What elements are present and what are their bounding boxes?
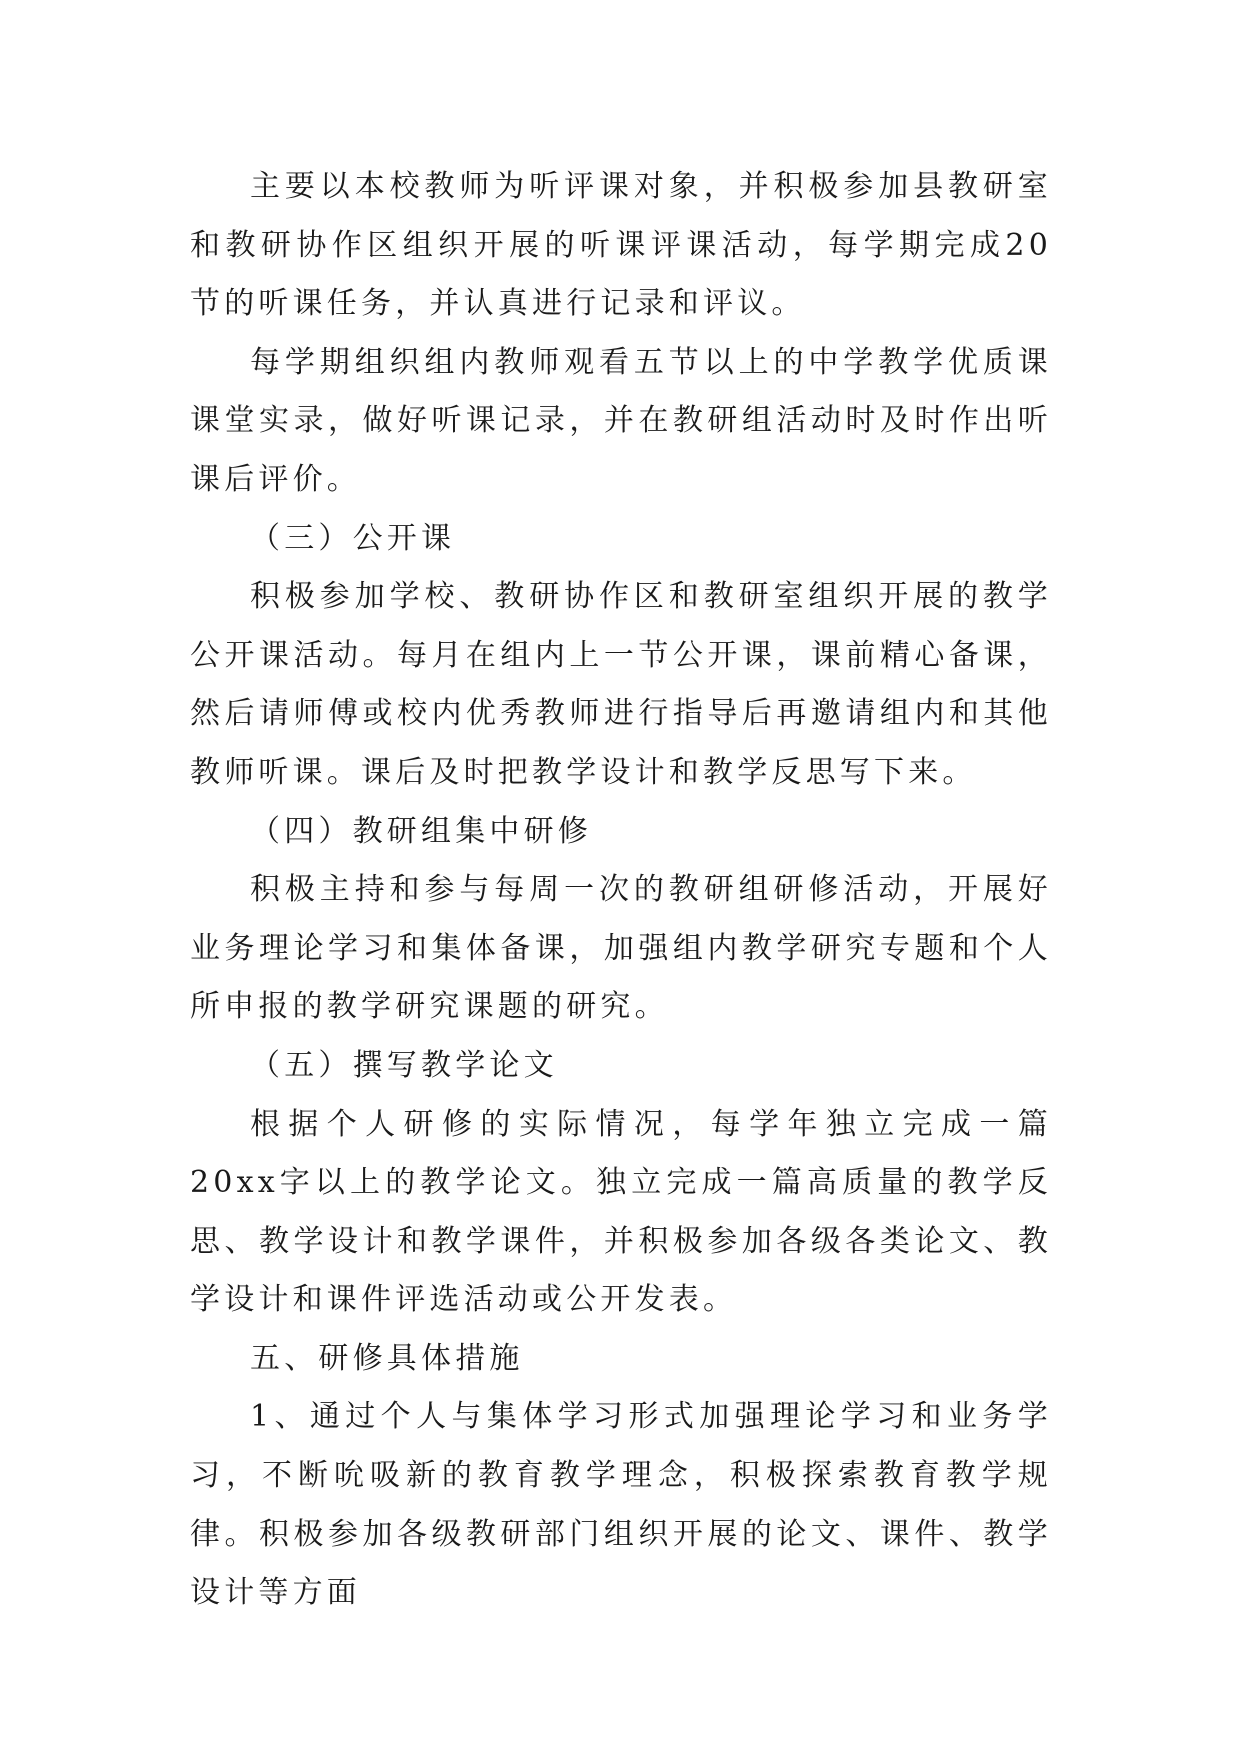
heading-group-study: （四）教研组集中研修 bbox=[250, 813, 592, 849]
heading-paper-writing: （五）撰写教学论文 bbox=[250, 1047, 558, 1083]
paragraph-lesson-observation: 主要以本校教师为听评课对象，并积极参加县教研室和教研协作区组织开展的听课评课活动，每学期完成20节的听课任务，并认真进行记录和评议。 bbox=[190, 169, 1052, 322]
paragraph-paper-writing: 根据个人研修的实际情况，每学年独立完成一篇20xx字以上的教学论文。独立完成一篇高质量的教学反思、教学设计和教学课件，并积极参加各级各类论文、教学设计和课件评选活动或公开发表。 bbox=[190, 1106, 1052, 1318]
paragraph-video-lessons: 每学期组织组内教师观看五节以上的中学教学优质课课堂实录，做好听课记录，并在教研组活动时及时作出听课后评价。 bbox=[190, 344, 1052, 497]
heading-open-class: （三）公开课 bbox=[250, 520, 456, 556]
heading-measures: 五、研修具体措施 bbox=[250, 1340, 524, 1376]
paragraph-open-class: 积极参加学校、教研协作区和教研室组织开展的教学公开课活动。每月在组内上一节公开课，课前精心备课，然后请师傅或校内优秀教师进行指导后再邀请组内和其他教师听课。课后及时把教学设计和教学反思写下来。 bbox=[190, 579, 1052, 790]
document-body bbox=[190, 158, 1052, 1623]
paragraph-measure-1: 1、通过个人与集体学习形式加强理论学习和业务学习，不断吮吸新的教育教学理念，积极探索教育教学规律。积极参加各级教研部门组织开展的论文、课件、教学设计等方面 bbox=[190, 1399, 1052, 1611]
paragraph-group-study: 积极主持和参与每周一次的教研组研修活动，开展好业务理论学习和集体备课，加强组内教学研究专题和个人所申报的教学研究课题的研究。 bbox=[190, 872, 1052, 1025]
